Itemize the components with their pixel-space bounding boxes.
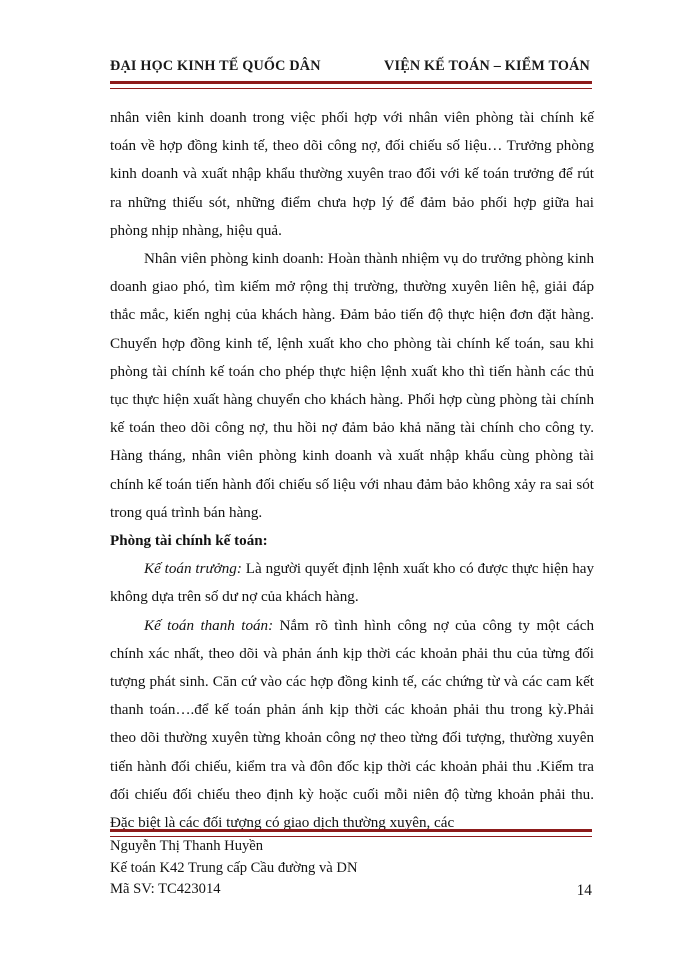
page-header — [110, 58, 592, 75]
document-body — [110, 104, 594, 837]
role-label-payment-accountant: Kế toán thanh toán: — [144, 617, 274, 634]
heading-finance-accounting-department — [110, 527, 594, 555]
paragraph-text: Là người quyết định lệnh xuất kho có được thực hiện hay không dựa trên số dư nợ của khách hàng. — [110, 561, 595, 606]
paragraph-text: Nắm rõ tình hình công nợ của công ty một cách chính xác nhất, theo dõi và phản ánh kịp thời các khoản phải thu của từng đối tượng phát sinh. Căn cứ vào các hợp đồng kinh tế, các chứng từ và các cam kết thanh toán….để kế toán phản ánh kịp thời các khoản phải thu trong kỳ.Phải theo dõi thường xuyên từng khoản công nợ theo từng đối tượng, thường xuyên tiến hành đối chiếu, kiểm tra và đôn đốc kịp thời các khoản phải thu .Kiểm tra đối chiếu đối chiếu theo định kỳ hoặc cuối mỗi niên độ từng khoản phải thu. Đặc biệt là các đối tượng có giao dịch thường xuyên, các — [110, 617, 594, 832]
paragraph-text: Nhân viên phòng kinh doanh: Hoàn thành nhiệm vụ do trưởng phòng kinh doanh giao phó, tìm kiếm mở rộng thị trường, thường xuyên liên hệ, giải đáp thắc mắc, kiến nghị của khách hàng. Đảm bảo tiến độ thực hiện đơn đặt hàng. Chuyển hợp đồng kinh tế, lệnh xuất kho cho phòng tài chính kế toán, sau khi phòng tài chính kế toán cho phép thực hiện lệnh xuất kho thì tiến hành các thủ tục thực hiện xuất hàng chuyển cho khách hàng. Phối hợp cùng phòng tài chính kế toán theo dõi công nợ, thu hồi nợ đảm bảo khả năng tài chính cho công ty. Hàng tháng, nhân viên phòng kinh doanh và xuất nhập khẩu cùng phòng tài chính kế toán tiến hành đối chiếu số liệu với nhau đảm bảo không xảy ra sai sót trong quá trình bán hàng. — [110, 251, 594, 521]
paragraph-continuation — [110, 104, 594, 245]
paragraph-sales-staff — [110, 245, 594, 527]
header-faculty-name: VIỆN KẾ TOÁN – KIỂM TOÁN — [384, 58, 590, 74]
paragraph-chief-accountant — [110, 555, 594, 611]
heading-text: Phòng tài chính kế toán: — [110, 533, 268, 550]
header-university-name: ĐẠI HỌC KINH TẾ QUỐC DÂN — [110, 58, 321, 74]
paragraph-text: nhân viên kinh doanh trong việc phối hợp với nhân viên phòng tài chính kế toán về hợp đồng kinh tế, theo dõi công nợ, đối chiếu số liệu… Trưởng phòng kinh doanh và xuất nhập khẩu thường xuyên trao đổi với kế toán trưởng để rút ra những thiếu sót, những điểm chưa hợp lý để đảm bảo phối hợp giữa hai phòng nhịp nhàng, hiệu quả. — [110, 110, 594, 239]
page-number: 14 — [576, 881, 592, 899]
header-divider-rule — [110, 81, 592, 89]
paragraph-payment-accountant — [110, 612, 594, 838]
footer-student-class: Kế toán K42 Trung cấp Cầu đường và DN — [110, 859, 358, 876]
role-label-chief-accountant: Kế toán trưởng: — [144, 561, 242, 578]
footer-student-id: Mã SV: TC423014 — [110, 881, 221, 897]
page-footer — [110, 836, 594, 901]
footer-student-info — [110, 836, 357, 901]
footer-student-name: Nguyễn Thị Thanh Huyền — [110, 838, 264, 854]
